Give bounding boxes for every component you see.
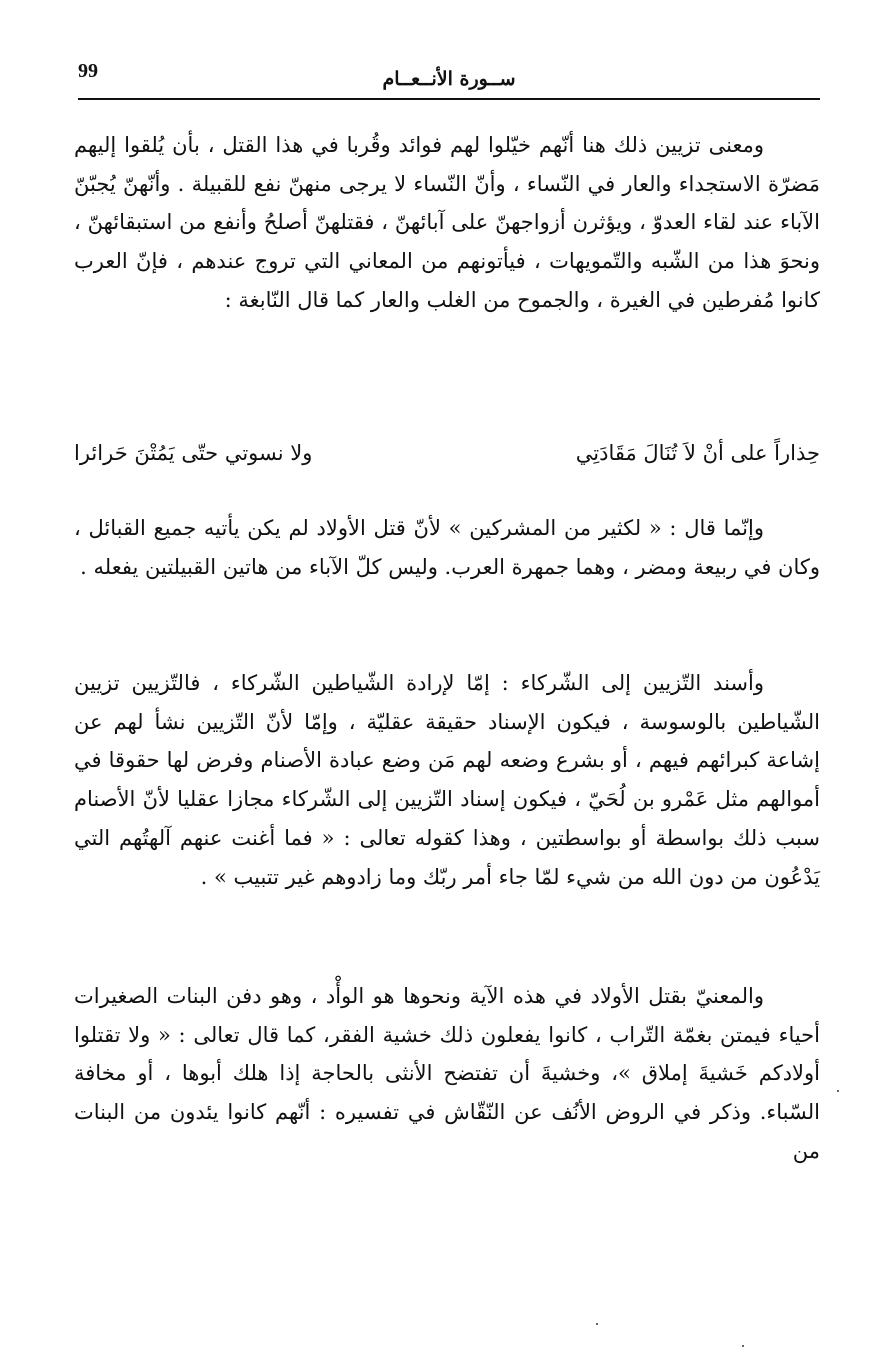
- running-title: ســورة الأنــعــام: [382, 68, 516, 90]
- paragraph-2: [74, 509, 820, 586]
- scan-speck: [837, 1090, 839, 1092]
- paragraph-text: وإنّما قال : « لكثير من المشركين » لأنّ قتل الأولاد لم يكن يأتيه جميع القبائل ، وكان في ربيعة ومضر ، وهما جمهرة العرب. وليس كلّ الآباء من هاتين القبيلتين يفعله .: [74, 516, 820, 579]
- verse-hemistich-second: ولا نسوتي حتّى يَمُتْنَ حَرائرا: [74, 441, 313, 465]
- scan-speck: [596, 1323, 598, 1325]
- page-number: 99: [78, 60, 98, 82]
- paragraph-text: والمعنيّ بقتل الأولاد في هذه الآية ونحوها هو الوأْد ، وهو دفن البنات الصغيرات أحياء فيمتن بغمّة التّراب ، كانوا يفعلون ذلك خشية الفقر، كما قال تعالى : « ولا تقتلوا أولادكم خَشيةَ إملاق »، وخشيةَ أن تفتضح الأنثى بالحاجة إذا هلك أبوها ، أو مخافة السّباء. وذكر في الروض الأنُف عن النّقّاش في تفسيره : أنّهم كانوا يئدون من البنات من: [74, 984, 820, 1163]
- paragraph-text: ومعنى تزيين ذلك هنا أنّهم خيّلوا لهم فوائد وقُربا في هذا القتل ، بأن يُلقوا إليهم مَضرّة الاستجداء والعار في النّساء ، وأنّ النّساء لا يرجى منهنّ نفع للقبيلة . وأنّهنّ يُجبّنّ الآباء عند لقاء العدوّ ، ويؤثرن أزواجهنّ على آبائهنّ ، فقتلهنّ أصلحُ وأنفع من استبقائهنّ ، ونحوَ هذا من الشّبه والتّمويهات ، فيأتونهم من المعاني التي تروج عندهم ، فإنّ العرب كانوا مُفرطين في الغيرة ، والجموح من الغلب والعار كما قال النّابغة :: [74, 133, 820, 312]
- scan-speck: [742, 1345, 744, 1347]
- paragraph-4: [74, 977, 820, 1171]
- paragraph-1: [74, 126, 820, 320]
- verse-hemistich-first: حِذاراً على أنْ لاَ تُنَالَ مَقَادَتِي: [575, 441, 820, 465]
- paragraph-text: وأسند التّزيين إلى الشّركاء : إمّا لإرادة الشّياطين الشّركاء ، فالتّزيين تزيين الشّياطين بالوسوسة ، فيكون الإسناد حقيقة عقليّة ، وإمّا لأنّ التّزيين نشأ لهم عن إشاعة كبرائهم فيهم ، أو بشرع وضعه لهم مَن وضع عبادة الأصنام وفرض لها حقوقا في أموالهم مثل عَمْرو بن لُحَيّ ، فيكون إسناد التّزيين إلى الشّركاء مجازا عقليا لأنّ الأصنام سبب ذلك بواسطة أو بواسطتين ، وهذا كقوله تعالى : « فما أغنت عنهم آلهتُهم التي يَدْعُون من دون الله من شيء لمّا جاء أمر ربّك وما زادوهم غير تتبيب » .: [74, 671, 820, 889]
- paragraph-3: [74, 664, 820, 896]
- page-header: [78, 58, 820, 100]
- poetry-verse: [74, 433, 820, 473]
